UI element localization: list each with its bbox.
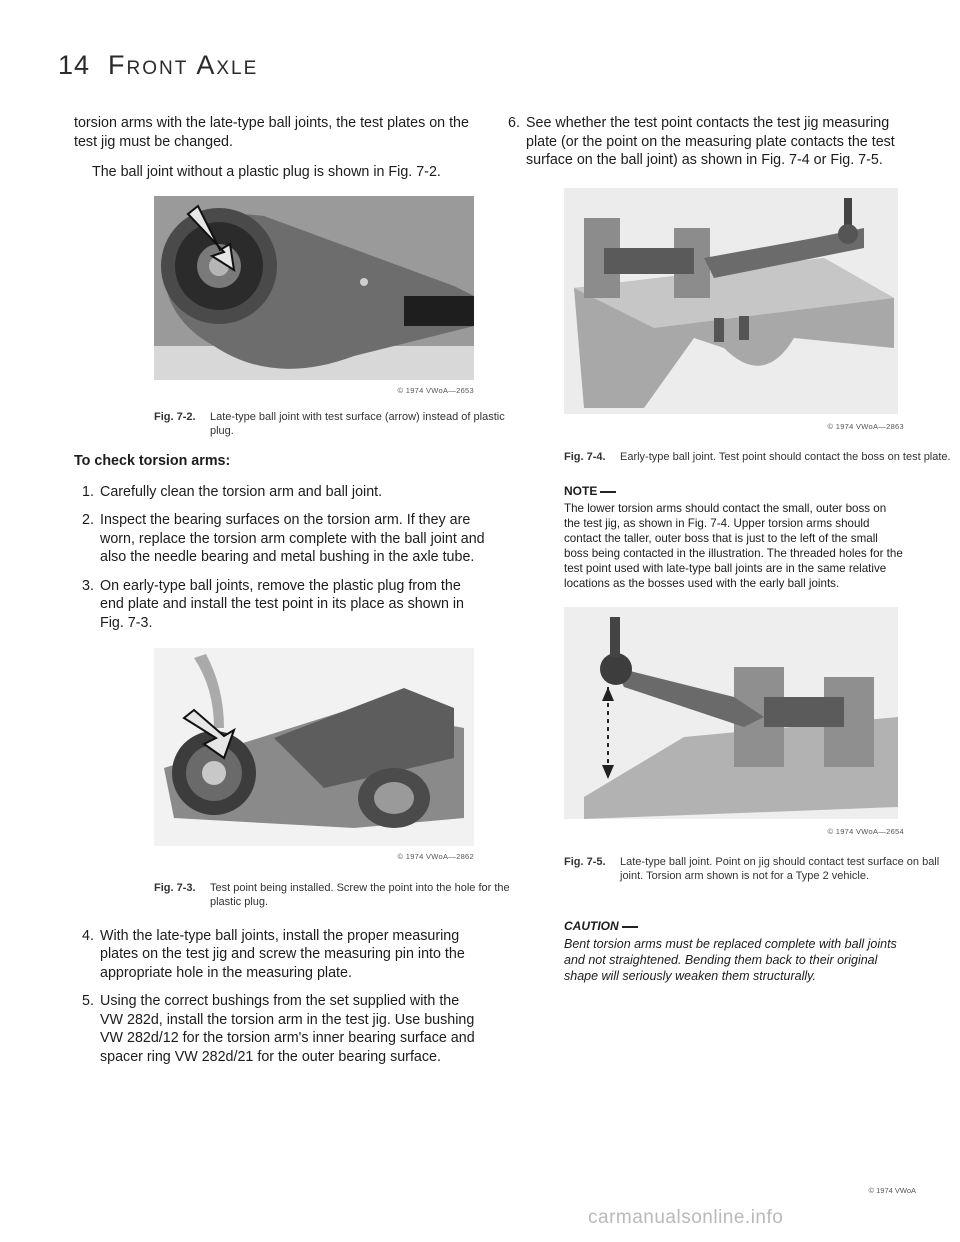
test-jig-photo: [564, 188, 898, 414]
list-item: [74, 511, 486, 567]
figure-caption: [154, 881, 530, 909]
step-text: Carefully clean the torsion arm and ball joint.: [100, 483, 383, 500]
step-number: 1.: [82, 483, 94, 500]
step-number: 6.: [508, 115, 520, 131]
figure-copyright: © 1974 VWoA—2862: [397, 852, 474, 861]
list-item: [74, 577, 486, 633]
step-number: 3.: [82, 577, 94, 594]
step-text: See whether the test point contacts the test jig measuring plate (or the point on the measuring plate contacts the test surface on the ball joint) as shown in Fig. 7-4 or Fig. 7-5.: [526, 115, 895, 168]
footer-copyright: © 1974 VWoA: [868, 1186, 916, 1195]
late-ball-joint-jig-photo: [564, 607, 898, 819]
paragraph: torsion arms with the late-type ball joints, the test plates on the test jig must be changed.: [74, 115, 469, 150]
caution-heading: CAUTION: [564, 917, 904, 936]
step-text: Using the correct bushings from the set supplied with the VW 282d, install the torsion arm in the test jig. Use bushing VW 282d/12 for the torsion arm's inner bearing surface and spacer ring VW 282d/21 for the outer bearing surface.: [100, 993, 475, 1065]
step-text: On early-type ball joints, remove the plastic plug from the end plate and install the test point in its place as shown in Fig. 7-3.: [100, 577, 465, 631]
figure-7-4-photo: [564, 188, 898, 414]
note-heading: NOTE: [564, 482, 904, 501]
step-list: [74, 483, 486, 633]
section-heading: To check torsion arms:: [74, 453, 231, 469]
step-number: 2.: [82, 512, 94, 528]
watermark: carmanualsonline.info: [588, 1207, 784, 1228]
caption-text: Early-type ball joint. Test point should contact the boss on test plate.: [620, 451, 951, 463]
caution-text: Bent torsion arms must be replaced complete with ball joints and not straightened. Bending them back to their original shape will seriously weaken them structurally.: [564, 936, 897, 983]
figure-label: Fig. 7-2.: [154, 411, 196, 423]
figure-label: Fig. 7-5.: [564, 856, 606, 868]
step-list: [74, 927, 486, 1067]
caption-text: Late-type ball joint. Point on jig should contact test surface on ball joint. Torsion arm shown is not for a Type 2 vehicle.: [620, 856, 940, 882]
figure-7-2-photo: [154, 196, 474, 380]
list-item: [74, 483, 486, 502]
caption-text: Test point being installed. Screw the point into the hole for the plastic plug.: [210, 881, 510, 908]
figure-copyright: © 1974 VWoA—2653: [397, 385, 474, 395]
list-item: [74, 992, 486, 1066]
figure-7-5-photo: [564, 607, 898, 819]
step-number: 5.: [82, 993, 94, 1009]
section-title: Front Axle: [108, 50, 259, 80]
list-item: [500, 114, 904, 170]
figure-caption: [154, 410, 530, 438]
left-column: [74, 114, 510, 1066]
note-text: The lower torsion arms should contact the small, outer boss on the test jig, as shown in Fig. 7-4. Upper torsion arms should contact the taller, outer boss that is just to the left of the small boss being contacted in the illustration. The threaded holes for the test point used with late-type ball joints are in the same relative locations as the bosses used with the early ball joints.: [564, 501, 903, 590]
step-number: 4.: [82, 927, 94, 944]
note-box: [564, 482, 904, 591]
step-text: With the late-type ball joints, install the proper measuring plates on the test jig and screw the measuring pin into the appropriate hole in the measuring plate.: [100, 927, 465, 981]
right-column: [500, 114, 951, 984]
page-header: [58, 50, 258, 81]
figure-label: Fig. 7-4.: [564, 451, 606, 463]
figure-copyright: © 1974 VWoA—2863: [827, 421, 904, 431]
figure-copyright: © 1974 VWoA—2654: [827, 826, 904, 836]
step-text: Inspect the bearing surfaces on the torsion arm. If they are worn, replace the torsion arm complete with the ball joint and also the needle bearing and metal bushing in the axle tube.: [100, 512, 485, 565]
figure-caption: [564, 450, 960, 464]
list-item: [74, 927, 486, 983]
figure-label: Fig. 7-3.: [154, 881, 196, 894]
test-point-photo: [154, 648, 474, 846]
page-number: 14: [58, 50, 91, 80]
figure-7-3-photo: [154, 648, 474, 846]
paragraph: The ball joint without a plastic plug is shown in Fig. 7-2.: [92, 164, 441, 180]
figure-caption: [564, 855, 960, 883]
ball-joint-photo: [154, 196, 474, 380]
caption-text: Late-type ball joint with test surface (arrow) instead of plastic plug.: [210, 411, 505, 437]
caution-box: [564, 917, 904, 984]
